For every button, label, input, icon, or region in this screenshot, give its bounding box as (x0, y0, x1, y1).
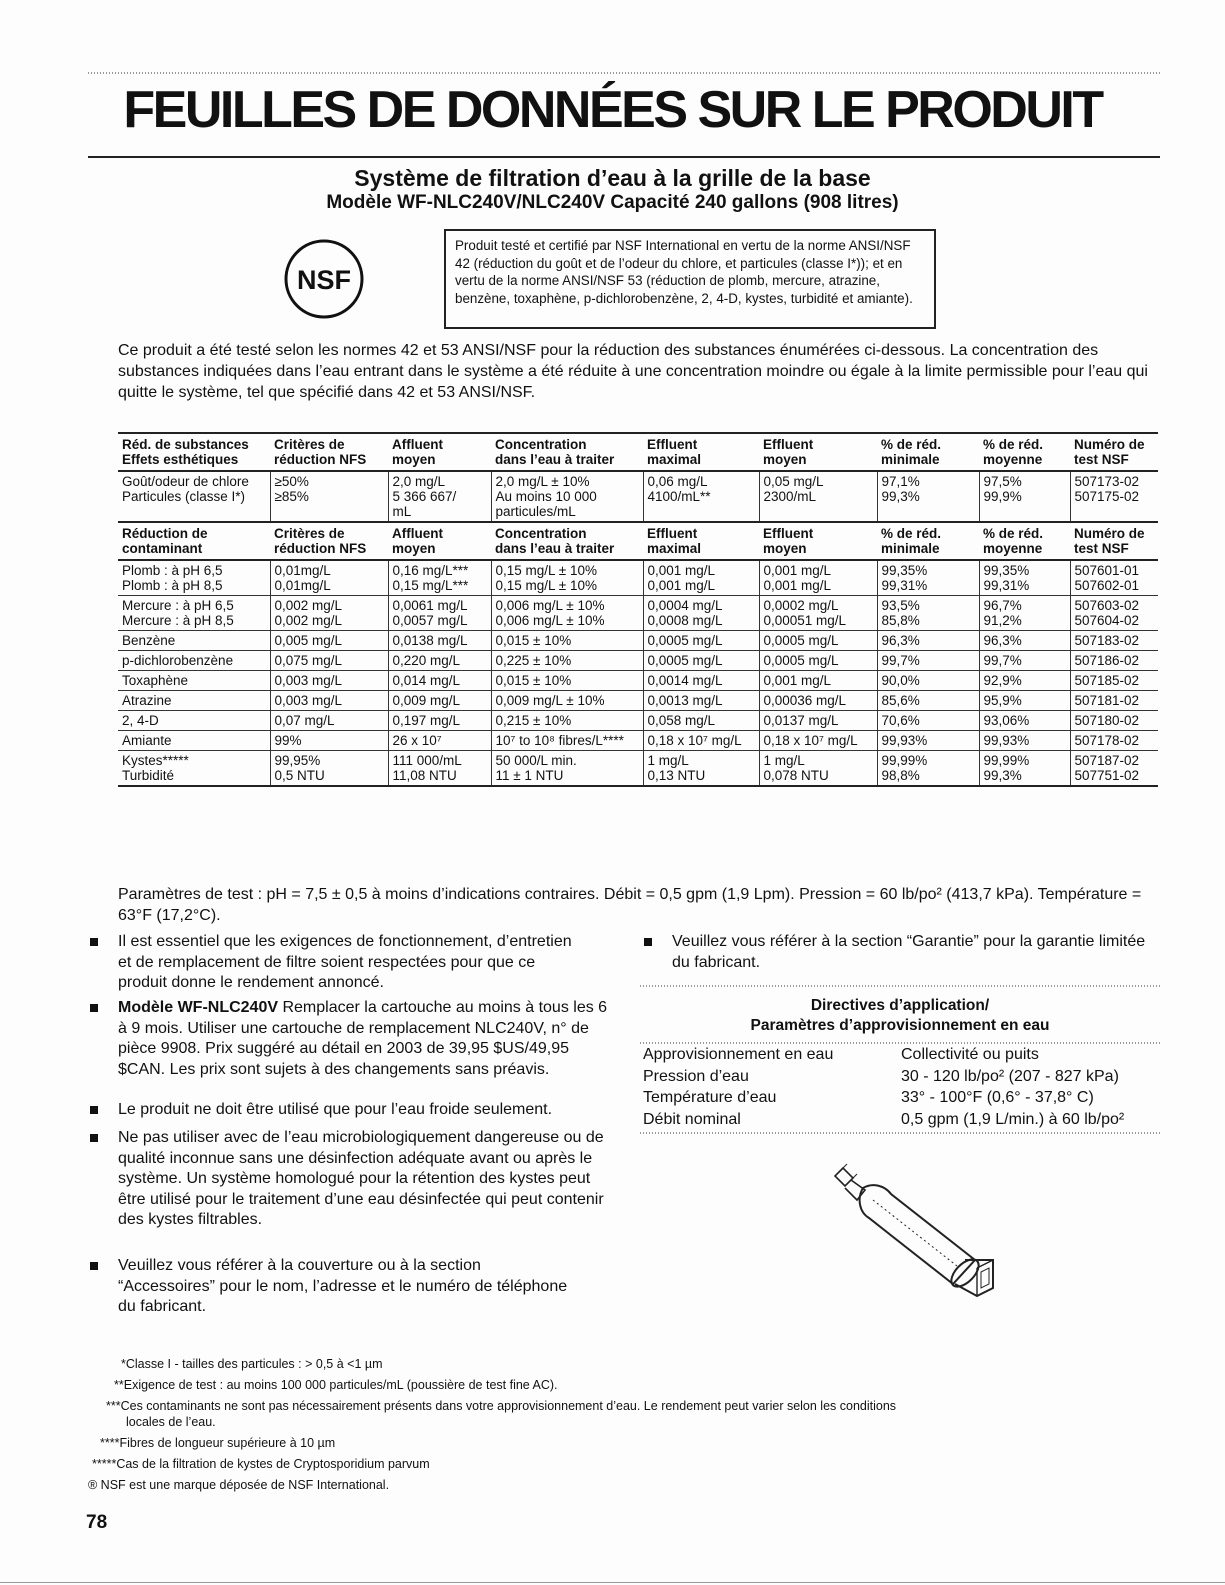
table-cell: p-dichlorobenzène (122, 653, 234, 668)
footnote-3: ***Ces contaminants ne sont pas nécessairement présents dans votre approvisionnement d’eau. Le rendement peut varier selon les conditions (106, 1399, 897, 1413)
table-cell: 0,075 mg/L (270, 651, 388, 671)
footnote-1: *Classe I - tailles des particules : > 0,5 à <1 µm (121, 1357, 383, 1371)
table-cell: 99,93% (877, 731, 979, 751)
table-cell: 507173-02 507175-02 (1070, 471, 1158, 522)
table-cell: 85,6% (877, 691, 979, 711)
table-cell: 0,0014 mg/L (643, 671, 759, 691)
table-cell: 0,0005 mg/L (643, 631, 759, 651)
certification-text: Produit testé et certifié par NSF International en vertu de la norme ANSI/NSF 42 (réduction du goût et de l’odeur du chlore, et particules (classe I*)); et en vertu de la norme ANSI/NSF 53 (réduction de plomb, mercure, atrazine, benzène, toxaphène, p-dichlorobenzène, 2, 4-D, kystes, turbidité et amiante). (455, 238, 913, 306)
test-parameters: Paramètres de test : pH = 7,5 ± 0,5 à moins d’indications contraires. Débit = 0,5 gpm (1,9 Lpm). Pression = 60 lb/po² (413,7 kPa). Température = 63°F (17,2°C). (118, 886, 1142, 924)
directives-bottom-rule (640, 1132, 1160, 1134)
table-cell: 99,7% (979, 651, 1070, 671)
bullet-square-icon (90, 1262, 98, 1270)
table-cell: 0,05 mg/L 2300/mL (759, 471, 877, 522)
table-cell: 0,0137 mg/L (759, 711, 877, 731)
table-cell: 0,009 mg/L (388, 691, 491, 711)
table-cell: 2,0 mg/L 5 366 667/ mL (388, 471, 491, 522)
table-cell: Mercure : à pH 6,5 Mercure : à pH 8,5 (122, 598, 234, 628)
table-cell: 95,9% (979, 691, 1070, 711)
bullet-square-icon (90, 1134, 98, 1142)
bottom-rule (0, 1582, 1225, 1583)
table-header-cell: % de réd. minimale (881, 526, 942, 556)
table-cell: 50 000/L min. 11 ± 1 NTU (491, 751, 643, 787)
table-cell: Plomb : à pH 6,5 Plomb : à pH 8,5 (122, 563, 223, 593)
table-cell: 0,003 mg/L (270, 671, 388, 691)
table-cell: Kystes***** Turbidité (122, 753, 189, 783)
filter-cartridge-illustration (825, 1160, 1010, 1300)
table-cell: 1 mg/L 0,078 NTU (759, 751, 877, 787)
table-header-cell: Critères de réduction NFS (274, 437, 367, 467)
table-cell: 507603-02 507604-02 (1070, 596, 1158, 631)
table-row (118, 691, 1158, 711)
table-cell: 70,6% (877, 711, 979, 731)
table-header-cell: Réduction de contaminant (122, 526, 208, 556)
table-cell: 0,01mg/L 0,01mg/L (270, 560, 388, 596)
bullet-text: Veuillez vous référer à la couverture ou à la section “Accessoires” pour le nom, l’adresse et le numéro de téléphone du fabricant. (118, 1257, 568, 1315)
supply-label: Débit nominal (643, 1110, 741, 1128)
performance-data-table (118, 432, 1158, 787)
table-cell: 99,93% (979, 731, 1070, 751)
table-cell: 0,07 mg/L (270, 711, 388, 731)
table-cell: 99% (270, 731, 388, 751)
table-cell: 0,006 mg/L ± 10% 0,006 mg/L ± 10% (491, 596, 643, 631)
bullet-square-icon (90, 1106, 98, 1114)
directives-title-line1: Directives d’application/ (810, 997, 990, 1014)
table-cell: 507187-02 507751-02 (1070, 751, 1158, 787)
table-cell: 0,0138 mg/L (388, 631, 491, 651)
table-cell: Benzène (122, 633, 176, 648)
table-row (118, 651, 1158, 671)
nsf-logo-text: NSF (297, 265, 351, 295)
table-header-row (118, 433, 1158, 471)
table-row (118, 751, 1158, 787)
table-cell: 0,014 mg/L (388, 671, 491, 691)
table-cell: 0,18 x 10⁷ mg/L (759, 731, 877, 751)
page-number: 78 (86, 1512, 108, 1533)
table-cell: 97,5% 99,9% (979, 471, 1070, 522)
table-cell: 0,015 ± 10% (491, 631, 643, 651)
table-row (118, 671, 1158, 691)
table-cell: 10⁷ to 10⁸ fibres/L**** (491, 731, 643, 751)
table-cell: 507181-02 (1070, 691, 1158, 711)
table-cell: 99,99% 99,3% (979, 751, 1070, 787)
product-subtitle: Système de filtration d’eau à la grille de la base (354, 165, 871, 191)
table-cell: 0,0005 mg/L (759, 651, 877, 671)
model-capacity-line: Modèle WF-NLC240V/NLC240V Capacité 240 gallons (908 litres) (326, 192, 899, 213)
table-cell: 0,18 x 10⁷ mg/L (643, 731, 759, 751)
table-cell: 96,3% (877, 631, 979, 651)
bullet-text: Il est essentiel que les exigences de fonctionnement, d’entretien et de remplacement de filtre soient respectées pour que ce produit donne le rendement annoncé. (118, 933, 572, 991)
table-cell: 0,0005 mg/L (759, 631, 877, 651)
supply-value: 30 - 120 lb/po² (207 - 827 kPa) (901, 1067, 1119, 1085)
table-cell: 0,0004 mg/L 0,0008 mg/L (643, 596, 759, 631)
table-cell: 93,06% (979, 711, 1070, 731)
table-cell: 96,3% (979, 631, 1070, 651)
table-row (118, 711, 1158, 731)
table-header-cell: % de réd. moyenne (983, 437, 1044, 467)
table-cell: Amiante (122, 733, 172, 748)
table-cell: 507180-02 (1070, 711, 1158, 731)
table-row (118, 596, 1158, 631)
bullet-cold-water (118, 1100, 618, 1121)
table-cell: 0,0013 mg/L (643, 691, 759, 711)
nsf-logo-icon (283, 238, 365, 320)
supply-label: Approvisionnement en eau (643, 1046, 834, 1063)
table-cell: 93,5% 85,8% (877, 596, 979, 631)
bullet-manufacturer-contact (118, 1256, 578, 1318)
table-cell: 99,99% 98,8% (877, 751, 979, 787)
table-cell: 99,95% 0,5 NTU (270, 751, 388, 787)
directives-top-rule (640, 985, 1160, 987)
table-cell: Toxaphène (122, 673, 189, 688)
footnote-2: **Exigence de test : au moins 100 000 particules/mL (poussière de test fine AC). (114, 1378, 558, 1392)
table-cell: 0,001 mg/L (759, 671, 877, 691)
table-header-cell: % de réd. minimale (881, 437, 942, 467)
table-header-cell: Réd. de substances Effets esthétiques (122, 437, 249, 467)
table-cell: 0,001 mg/L 0,001 mg/L (643, 560, 759, 596)
table-cell: 0,215 ± 10% (491, 711, 643, 731)
bullet-text: Le produit ne doit être utilisé que pour l’eau froide seulement. (118, 1101, 553, 1118)
table-cell: 99,7% (877, 651, 979, 671)
table-header-cell: Numéro de test NSF (1074, 437, 1145, 467)
table-cell: 111 000/mL 11,08 NTU (388, 751, 491, 787)
table-cell: 0,220 mg/L (388, 651, 491, 671)
table-cell: 0,06 mg/L 4100/mL** (643, 471, 759, 522)
supply-parameters-table (643, 1044, 1163, 1130)
table-header-cell: Effluent moyen (763, 437, 814, 467)
table-cell: 0,0002 mg/L 0,00051 mg/L (759, 596, 877, 631)
table-row (118, 471, 1158, 522)
table-cell: 0,225 ± 10% (491, 651, 643, 671)
supply-value: 0,5 gpm (1,9 L/min.) à 60 lb/po² (901, 1110, 1125, 1128)
table-cell: 0,0061 mg/L 0,0057 mg/L (388, 596, 491, 631)
table-cell: 507185-02 (1070, 671, 1158, 691)
table-cell: 99,35% 99,31% (979, 560, 1070, 596)
bullet-text: Veuillez vous référer à la section “Garantie” pour la garantie limitée du fabricant. (672, 933, 1146, 971)
table-cell: 507183-02 (1070, 631, 1158, 651)
directives-title-line2: Paramètres d’approvisionnement en eau (750, 1017, 1050, 1034)
table-header-cell: Effluent maximal (647, 526, 702, 556)
table-cell: 99,35% 99,31% (877, 560, 979, 596)
bullet-square-icon (90, 938, 98, 946)
table-cell: 0,015 ± 10% (491, 671, 643, 691)
table-header-cell: Affluent moyen (392, 526, 443, 556)
footnote-4: ****Fibres de longueur supérieure à 10 µm (100, 1436, 336, 1450)
bullet-text: Remplacer la cartouche au moins à tous les 6 à 9 mois. Utiliser une cartouche de remplacement NLC240V, n° de pièce 9908. Prix suggéré au détail en 2003 de 39,95 $US/49,95 $CAN. Les prix sont sujets à des changements sans préavis. (118, 999, 608, 1078)
footnote-5: *****Cas de la filtration de kystes de Cryptosporidium parvum (92, 1457, 430, 1471)
table-cell: Atrazine (122, 693, 172, 708)
table-header-cell: Concentration dans l’eau à traiter (495, 526, 615, 556)
table-cell: 507186-02 (1070, 651, 1158, 671)
table-row (118, 560, 1158, 596)
table-cell: 507178-02 (1070, 731, 1158, 751)
supply-value: Collectivité ou puits (901, 1046, 1039, 1063)
bullet-bold: Modèle WF-NLC240V (118, 999, 279, 1016)
table-cell: 0,00036 mg/L (759, 691, 877, 711)
table-cell: 2,0 mg/L ± 10% Au moins 10 000 particules/mL (491, 471, 643, 522)
table-cell: 92,9% (979, 671, 1070, 691)
table-header-cell: Affluent moyen (392, 437, 443, 467)
supply-label: Température d’eau (643, 1089, 777, 1106)
table-cell: 97,1% 99,3% (877, 471, 979, 522)
table-cell: ≥50% ≥85% (270, 471, 388, 522)
directives-title (640, 996, 1160, 1036)
table-cell: 26 x 10⁷ (388, 731, 491, 751)
page-title: FEUILLES DE DONNÉES SUR LE PRODUIT (123, 81, 1102, 139)
bullet-square-icon (644, 938, 652, 946)
table-cell: 0,0005 mg/L (643, 651, 759, 671)
bullet-square-icon (90, 1004, 98, 1012)
supply-row (643, 1066, 1163, 1088)
table-cell: 0,009 mg/L ± 10% (491, 691, 643, 711)
table-cell: 90,0% (877, 671, 979, 691)
table-cell: 2, 4-D (122, 713, 159, 728)
table-cell: 96,7% 91,2% (979, 596, 1070, 631)
bullet-text: Ne pas utiliser avec de l’eau microbiologiquement dangereuse ou de qualité inconnue sans une désinfection adéquate avant ou après le système. Un système homologué pour la rétention des kystes peut être utilisé pour le traitement d’une eau désinfectée qui peut contenir des kystes filtrables. (118, 1129, 604, 1228)
table-cell: 0,001 mg/L 0,001 mg/L (759, 560, 877, 596)
supply-row (643, 1044, 1163, 1066)
table-header-cell: Concentration dans l’eau à traiter (495, 437, 615, 467)
top-dotted-rule (88, 72, 1160, 74)
table-cell: 507601-01 507602-01 (1070, 560, 1158, 596)
table-cell: 0,15 mg/L ± 10% 0,15 mg/L ± 10% (491, 560, 643, 596)
table-cell: 0,058 mg/L (643, 711, 759, 731)
footnote-6: ® NSF est une marque déposée de NSF International. (88, 1478, 390, 1492)
table-header-cell: Effluent maximal (647, 437, 702, 467)
table-header-cell: Effluent moyen (763, 526, 814, 556)
table-cell: 0,002 mg/L 0,002 mg/L (270, 596, 388, 631)
supply-row (643, 1087, 1163, 1109)
bullet-microbiological (118, 1128, 608, 1231)
supply-value: 33° - 100°F (0,6° - 37,8° C) (901, 1089, 1094, 1106)
footnote-3-cont: locales de l’eau. (126, 1415, 216, 1429)
table-cell: 0,197 mg/L (388, 711, 491, 731)
table-header-row (118, 522, 1158, 560)
table-cell: 1 mg/L 0,13 NTU (643, 751, 759, 787)
certification-box (444, 229, 936, 329)
table-cell: Goût/odeur de chlore Particules (classe I*) (122, 474, 249, 504)
supply-label: Pression d’eau (643, 1067, 749, 1085)
intro-paragraph: Ce produit a été testé selon les normes 42 et 53 ANSI/NSF pour la réduction des substances énumérées ci-dessous. La concentration des substances indiquées dans l’eau entrant dans le système a été réduite à une concentration moindre ou égale à la limite permissible pour l’eau qui quitte le système, tel que spécifié dans 42 et 53 ANSI/NSF. (118, 342, 1148, 401)
bullet-requirements (118, 932, 588, 994)
title-rule (88, 156, 1160, 158)
bullet-warranty (672, 932, 1162, 973)
table-header-cell: Critères de réduction NFS (274, 526, 367, 556)
table-header-cell: % de réd. moyenne (983, 526, 1044, 556)
table-header-cell: Numéro de test NSF (1074, 526, 1145, 556)
table-cell: 0,005 mg/L (270, 631, 388, 651)
table-cell: 0,003 mg/L (270, 691, 388, 711)
bullet-model-replacement (118, 998, 608, 1080)
supply-row (643, 1109, 1163, 1131)
table-row (118, 731, 1158, 751)
table-row (118, 631, 1158, 651)
table-cell: 0,16 mg/L*** 0,15 mg/L*** (388, 560, 491, 596)
